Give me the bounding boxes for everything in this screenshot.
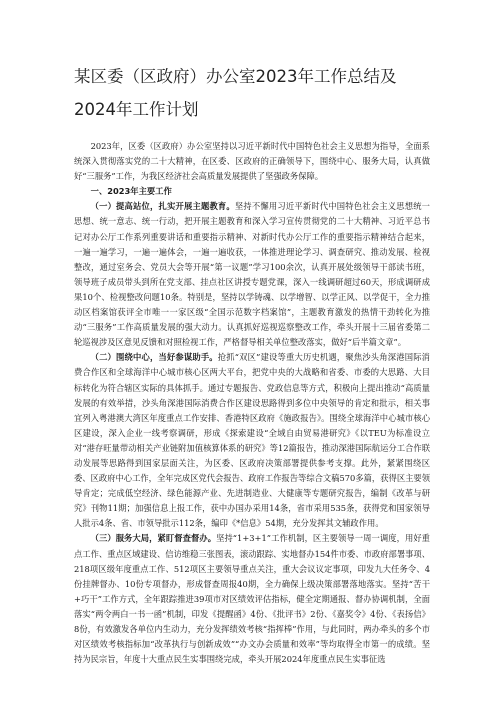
paragraph-3-text: 坚持“1+3+1”工作机制，区主要领导一周一调度，用好重点工作、重点区域建设、信访维稳三张图表，滚动跟踪、实地督办154件市委、市政府部署事项、218项区级年度重点工作、512项区主要领导重点关注，重大会议议定事项，印发九大任务令、4份挂牌督办、10份专项督办，形成督查周报40期，全力确保上级决策部署落地落实。坚持“苦干+巧干”工作方式，全年跟踪推进39项市对区绩效评估指标，健全定期通报、督办协调机制，全面落实“两令两白一书一函”机制，印发《提醒函》4份、《批评书》2份、《嘉奖令》4份、《表扬信》8份，有效激发各单位内生动力，充分发挥绩效考核“指挥棒”作用，与此同时，两办牵头的多个市对区绩效考核指标加“改革执行与创新成效”“办文办会质量和效率”等均取得全市第一的成绩。坚持为民宗旨，年度十大重点民生实事围绕完成，牵头开展2024年度重点民生实事征选 [74,533,431,665]
paragraph-2-heading: （二）围绕中心，当好参谋助手。 [90,352,218,363]
paragraph-1 [74,199,430,350]
paragraph-3-heading: （三）服务大局，紧盯督查督办。 [90,533,217,544]
document-body [74,139,430,667]
paragraph-2 [74,350,430,531]
intro-paragraph: 2023年，区委（区政府）办公室坚持以习近平新时代中国特色社会主义思想为指导，全面系统深入贯彻落实党的二十大精神，在区委、区政府的正确领导下，围绕中心、服务大局，认真做好“三服务”工作，为我区经济社会高质量发展提供了坚强政务保障。 [74,141,430,182]
paragraph-1-text: 坚持不懈用习近平新时代中国特色社会主义思想统一思想、统一意志、统一行动，把开展主题教育和深入学习宣传贯彻党的二十大精神、习近平总书记对办公厅工作系列重要讲话和重要指示精神、对新时代办公厅工作的重要指示精神结合起来，一遍一遍学习，一遍一遍体会，一遍一遍收获，一体推进理论学习、调查研究、推动发展、检视整改，通过室务会、党员大会等开展“第一议题”学习100余次，认真开展处级领导干部读书班，领导班子成员带头到所在党支部、挂点社区讲授专题党课，深入一线调研超过60天，形成调研成果10个、检视整改问题10条。特别是，坚持以学铸魂、以学增智、以学正风、以学促干，全力推动区档案馆获评全市唯一一家区级“全国示范数字档案馆”，主题教育激发的热情干劲转化为推动“三服务”工作高质量发展的强大动力。认真抓好巡视巡察整改工作，牵头开展十三届省委第二轮巡视涉及区意见反馈和对照检视工作，严格督导相关单位整改落实，做好“后半篇文章”。 [74,201,430,348]
paragraph-2-text: 抢抓“双区”建设等重大历史机遇，聚焦沙头角深港国际消费合作区和全球海洋中心城市核心区两大平台，把党中央的大战略和省委、市委的大思路、大目标转化为符合辖区实际的具体抓手。通过专题报告、党政信息等方式，积极向上提出推动“高质量发展的有效举措，沙头角深港国际消费合作区建设思路得到多位中央领导的肯定和批示，相关事宜列入粤港澳大湾区年度重点工作安排、香港特区政府《施政报告》。围绕全球海洋中心城市核心区建设，深入企业一线考察调研，形成《探索建设“全域自由贸易港研究》《以TEU为标准设立对“港存旺量带动相关产业链附加值核算体系的研究》等12篇报告，推动深港国际航运分工合作联动发展等思路得到国家层面关注，为区委、区政府决策部署提供参考支撑。此外，紧紧围绕区委、区政府中心工作，全年完成区党代会报告、政府工作报告等综合文稿570多篇，获得区主要领导肯定；完成低空经济、绿色能源产业、先进制造业、大健康等专题研究报告，编制《改革与研究》刊物11期；加强信息上报工作，获中办国办采用14条，省市采用535条，获得党和国家领导人批示4条、省、市领导批示112条，编印《*信息》54期，充分发挥其文辅政作用。 [74,352,431,529]
paragraph-3 [74,531,430,667]
section-heading: 一、2023年主要工作 [90,186,172,197]
paragraph-1-heading: （一）提高站位，扎实开展主题教育。 [90,201,235,212]
document-title: 某区委（区政府）办公室2023年工作总结及2024年工作计划 [74,67,397,119]
